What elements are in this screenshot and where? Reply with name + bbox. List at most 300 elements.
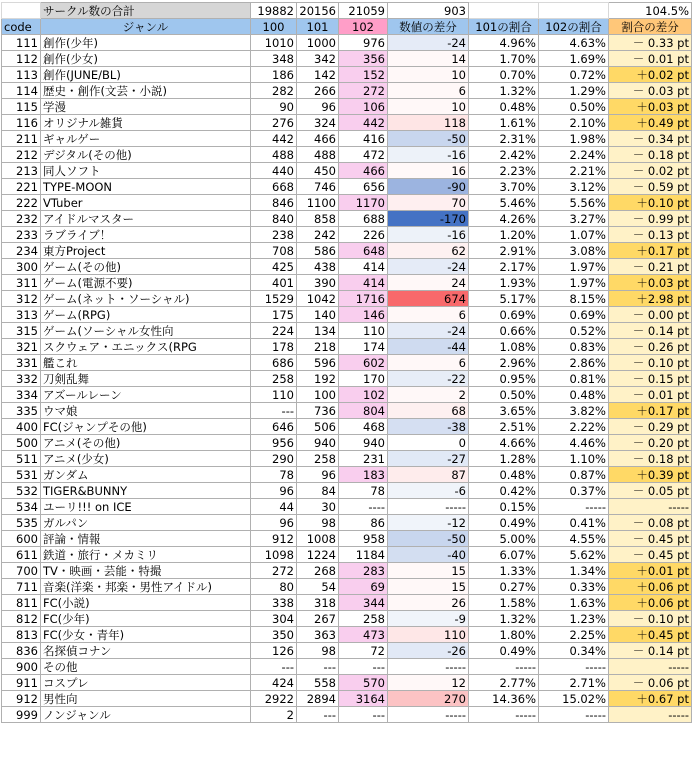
cell-value-101[interactable]: 134 bbox=[297, 323, 339, 339]
cell-ratio-diff[interactable]: － 0.45 pt bbox=[609, 531, 692, 547]
cell-value-101[interactable]: 54 bbox=[297, 579, 339, 595]
cell-ratio-101[interactable]: 0.95% bbox=[469, 371, 539, 387]
header-code[interactable]: code bbox=[2, 19, 41, 35]
cell-ratio-diff[interactable]: － 0.34 pt bbox=[609, 131, 692, 147]
cell-ratio-diff[interactable]: － 0.14 pt bbox=[609, 323, 692, 339]
cell-ratio-102[interactable]: 1.23% bbox=[539, 611, 609, 627]
cell-ratio-102[interactable]: 2.25% bbox=[539, 627, 609, 643]
cell-value-100[interactable]: 186 bbox=[251, 67, 297, 83]
cell-value-diff[interactable]: -27 bbox=[388, 451, 469, 467]
cell-value-100[interactable]: 912 bbox=[251, 531, 297, 547]
cell-ratio-diff[interactable]: － 0.26 pt bbox=[609, 339, 692, 355]
cell-ratio-102[interactable]: 0.48% bbox=[539, 387, 609, 403]
cell-value-101[interactable]: 1100 bbox=[297, 195, 339, 211]
cell-code[interactable]: 511 bbox=[2, 451, 41, 467]
cell-ratio-101[interactable]: 1.28% bbox=[469, 451, 539, 467]
cell-value-100[interactable]: 708 bbox=[251, 243, 297, 259]
cell-code[interactable]: 116 bbox=[2, 115, 41, 131]
cell-genre[interactable]: TYPE-MOON bbox=[41, 179, 251, 195]
cell-genre[interactable]: ギャルゲー bbox=[41, 131, 251, 147]
cell-ratio-101[interactable]: 1.93% bbox=[469, 275, 539, 291]
cell-value-100[interactable]: 350 bbox=[251, 627, 297, 643]
cell-value-diff[interactable]: -12 bbox=[388, 515, 469, 531]
cell-value-diff[interactable]: -26 bbox=[388, 643, 469, 659]
cell-value-100[interactable]: 238 bbox=[251, 227, 297, 243]
cell-value-diff[interactable]: 2 bbox=[388, 387, 469, 403]
cell-value-diff[interactable]: 14 bbox=[388, 51, 469, 67]
cell-ratio-diff[interactable]: － 0.13 pt bbox=[609, 227, 692, 243]
cell-value-101[interactable]: 342 bbox=[297, 51, 339, 67]
cell-ratio-101[interactable]: 1.61% bbox=[469, 115, 539, 131]
cell-ratio-diff[interactable]: ＋0.17 pt bbox=[609, 243, 692, 259]
cell-value-100[interactable]: 80 bbox=[251, 579, 297, 595]
summary-total-102[interactable]: 21059 bbox=[339, 3, 388, 19]
cell-ratio-diff[interactable]: － 0.45 pt bbox=[609, 547, 692, 563]
cell-value-101[interactable]: 466 bbox=[297, 131, 339, 147]
cell-value-101[interactable]: 98 bbox=[297, 643, 339, 659]
cell-ratio-101[interactable]: 0.49% bbox=[469, 515, 539, 531]
cell-value-100[interactable]: 401 bbox=[251, 275, 297, 291]
header-ratio-diff[interactable]: 割合の差分 bbox=[609, 19, 692, 35]
cell-code[interactable]: 332 bbox=[2, 371, 41, 387]
cell-ratio-diff[interactable]: ＋0.67 pt bbox=[609, 691, 692, 707]
cell-ratio-diff[interactable]: ＋0.02 pt bbox=[609, 67, 692, 83]
cell-ratio-diff[interactable]: － 0.10 pt bbox=[609, 611, 692, 627]
cell-value-100[interactable]: 126 bbox=[251, 643, 297, 659]
cell-value-100[interactable]: 290 bbox=[251, 451, 297, 467]
cell-ratio-diff[interactable]: － 0.06 pt bbox=[609, 675, 692, 691]
cell-ratio-diff[interactable]: ＋0.45 pt bbox=[609, 627, 692, 643]
cell-genre[interactable]: 評論・情報 bbox=[41, 531, 251, 547]
cell-value-101[interactable]: 30 bbox=[297, 499, 339, 515]
cell-genre[interactable]: TV・映画・芸能・特撮 bbox=[41, 563, 251, 579]
cell-ratio-102[interactable]: 1.10% bbox=[539, 451, 609, 467]
cell-ratio-102[interactable]: 0.34% bbox=[539, 643, 609, 659]
cell-ratio-101[interactable]: 0.48% bbox=[469, 99, 539, 115]
cell-value-101[interactable]: --- bbox=[297, 707, 339, 723]
cell-ratio-diff[interactable]: － 0.00 pt bbox=[609, 307, 692, 323]
cell-ratio-101[interactable]: ----- bbox=[469, 659, 539, 675]
cell-value-diff[interactable]: 110 bbox=[388, 627, 469, 643]
cell-genre[interactable]: 同人ソフト bbox=[41, 163, 251, 179]
cell-ratio-102[interactable]: 4.46% bbox=[539, 435, 609, 451]
cell-value-102[interactable]: 72 bbox=[339, 643, 388, 659]
cell-ratio-diff[interactable]: － 0.99 pt bbox=[609, 211, 692, 227]
cell-value-102[interactable]: --- bbox=[339, 659, 388, 675]
cell-ratio-diff[interactable]: ＋0.17 pt bbox=[609, 403, 692, 419]
cell-genre[interactable]: ユーリ!!! on ICE bbox=[41, 499, 251, 515]
cell-value-diff[interactable]: 24 bbox=[388, 275, 469, 291]
cell-value-diff[interactable]: 118 bbox=[388, 115, 469, 131]
cell-code[interactable]: 600 bbox=[2, 531, 41, 547]
cell-genre[interactable]: ゲーム(ソーシャル女性向 bbox=[41, 323, 251, 339]
cell-ratio-102[interactable]: 2.86% bbox=[539, 355, 609, 371]
cell-value-100[interactable]: 110 bbox=[251, 387, 297, 403]
cell-ratio-102[interactable]: 2.71% bbox=[539, 675, 609, 691]
cell-value-100[interactable]: 840 bbox=[251, 211, 297, 227]
cell-value-101[interactable]: 96 bbox=[297, 467, 339, 483]
cell-value-102[interactable]: 570 bbox=[339, 675, 388, 691]
cell-code[interactable]: 400 bbox=[2, 419, 41, 435]
cell-code[interactable]: 912 bbox=[2, 691, 41, 707]
cell-value-100[interactable]: 686 bbox=[251, 355, 297, 371]
cell-value-diff[interactable]: 26 bbox=[388, 595, 469, 611]
cell-genre[interactable]: コスプレ bbox=[41, 675, 251, 691]
cell-value-diff[interactable]: -16 bbox=[388, 147, 469, 163]
cell-value-diff[interactable]: 270 bbox=[388, 691, 469, 707]
cell-ratio-102[interactable]: 3.12% bbox=[539, 179, 609, 195]
cell-value-diff[interactable]: -24 bbox=[388, 323, 469, 339]
cell-genre[interactable]: 東方Project bbox=[41, 243, 251, 259]
cell-genre[interactable]: スクウェア・エニックス(RPG bbox=[41, 339, 251, 355]
cell-value-diff[interactable]: -24 bbox=[388, 35, 469, 51]
cell-genre[interactable]: ゲーム(その他) bbox=[41, 259, 251, 275]
cell-value-100[interactable]: 956 bbox=[251, 435, 297, 451]
cell-code[interactable]: 811 bbox=[2, 595, 41, 611]
cell-value-102[interactable]: 258 bbox=[339, 611, 388, 627]
summary-label[interactable]: サークル数の合計 bbox=[41, 3, 251, 19]
cell-ratio-diff[interactable]: ＋0.06 pt bbox=[609, 579, 692, 595]
cell-ratio-diff[interactable]: － 0.01 pt bbox=[609, 51, 692, 67]
cell-ratio-diff[interactable]: ＋0.03 pt bbox=[609, 99, 692, 115]
cell-value-102[interactable]: 442 bbox=[339, 115, 388, 131]
cell-value-102[interactable]: 231 bbox=[339, 451, 388, 467]
cell-value-100[interactable]: 258 bbox=[251, 371, 297, 387]
cell-value-102[interactable]: 283 bbox=[339, 563, 388, 579]
cell-genre[interactable]: ゲーム(ネット・ソーシャル) bbox=[41, 291, 251, 307]
cell-ratio-diff[interactable]: ＋0.39 pt bbox=[609, 467, 692, 483]
cell-value-101[interactable]: 390 bbox=[297, 275, 339, 291]
cell-value-diff[interactable]: 674 bbox=[388, 291, 469, 307]
cell-ratio-101[interactable]: 4.66% bbox=[469, 435, 539, 451]
cell-code[interactable]: 999 bbox=[2, 707, 41, 723]
cell-value-101[interactable]: --- bbox=[297, 659, 339, 675]
cell-value-101[interactable]: 96 bbox=[297, 99, 339, 115]
cell-value-diff[interactable]: -16 bbox=[388, 227, 469, 243]
cell-code[interactable]: 211 bbox=[2, 131, 41, 147]
cell-value-101[interactable]: 318 bbox=[297, 595, 339, 611]
cell-ratio-101[interactable]: 6.07% bbox=[469, 547, 539, 563]
cell-ratio-101[interactable]: 0.27% bbox=[469, 579, 539, 595]
cell-code[interactable]: 233 bbox=[2, 227, 41, 243]
cell-ratio-102[interactable]: 0.41% bbox=[539, 515, 609, 531]
cell-value-100[interactable]: 96 bbox=[251, 483, 297, 499]
cell-value-102[interactable]: 1184 bbox=[339, 547, 388, 563]
cell-ratio-diff[interactable]: － 0.18 pt bbox=[609, 451, 692, 467]
cell-value-101[interactable]: 84 bbox=[297, 483, 339, 499]
cell-ratio-102[interactable]: 15.02% bbox=[539, 691, 609, 707]
cell-code[interactable]: 113 bbox=[2, 67, 41, 83]
cell-genre[interactable]: 学漫 bbox=[41, 99, 251, 115]
cell-ratio-102[interactable]: 3.08% bbox=[539, 243, 609, 259]
cell-value-101[interactable]: 488 bbox=[297, 147, 339, 163]
cell-value-diff[interactable]: 16 bbox=[388, 163, 469, 179]
cell-ratio-101[interactable]: 5.17% bbox=[469, 291, 539, 307]
cell-value-diff[interactable]: 6 bbox=[388, 355, 469, 371]
cell-ratio-101[interactable]: 5.00% bbox=[469, 531, 539, 547]
summary-ratio[interactable]: 104.5% bbox=[609, 3, 692, 19]
header-diff[interactable]: 数値の差分 bbox=[388, 19, 469, 35]
cell-code[interactable]: 311 bbox=[2, 275, 41, 291]
cell-code[interactable]: 700 bbox=[2, 563, 41, 579]
cell-value-102[interactable]: 472 bbox=[339, 147, 388, 163]
cell-value-100[interactable]: 348 bbox=[251, 51, 297, 67]
cell-value-101[interactable]: 1008 bbox=[297, 531, 339, 547]
cell-value-102[interactable]: 146 bbox=[339, 307, 388, 323]
summary-diff[interactable]: 903 bbox=[388, 3, 469, 19]
cell-ratio-diff[interactable]: ＋0.06 pt bbox=[609, 595, 692, 611]
cell-ratio-diff[interactable]: － 0.05 pt bbox=[609, 483, 692, 499]
cell-ratio-101[interactable]: 1.58% bbox=[469, 595, 539, 611]
cell-genre[interactable]: アズールレーン bbox=[41, 387, 251, 403]
cell-ratio-101[interactable]: 0.42% bbox=[469, 483, 539, 499]
cell-value-101[interactable]: 586 bbox=[297, 243, 339, 259]
cell-ratio-101[interactable]: 0.66% bbox=[469, 323, 539, 339]
cell-code[interactable]: 213 bbox=[2, 163, 41, 179]
cell-ratio-102[interactable]: 8.15% bbox=[539, 291, 609, 307]
cell-ratio-102[interactable]: 0.52% bbox=[539, 323, 609, 339]
cell-code[interactable]: 611 bbox=[2, 547, 41, 563]
cell-value-101[interactable]: 268 bbox=[297, 563, 339, 579]
cell-ratio-102[interactable]: 0.87% bbox=[539, 467, 609, 483]
cell-value-100[interactable]: 488 bbox=[251, 147, 297, 163]
cell-value-100[interactable]: 1010 bbox=[251, 35, 297, 51]
summary-total-101[interactable]: 20156 bbox=[297, 3, 339, 19]
cell-value-100[interactable]: 2922 bbox=[251, 691, 297, 707]
cell-ratio-diff[interactable]: ＋0.49 pt bbox=[609, 115, 692, 131]
cell-ratio-102[interactable]: 1.69% bbox=[539, 51, 609, 67]
cell-value-diff[interactable]: -50 bbox=[388, 131, 469, 147]
cell-value-102[interactable]: 958 bbox=[339, 531, 388, 547]
cell-value-102[interactable]: 414 bbox=[339, 275, 388, 291]
cell-value-diff[interactable]: ----- bbox=[388, 659, 469, 675]
cell-ratio-101[interactable]: 0.15% bbox=[469, 499, 539, 515]
cell-genre[interactable]: デジタル(その他) bbox=[41, 147, 251, 163]
cell-value-102[interactable]: 356 bbox=[339, 51, 388, 67]
cell-value-diff[interactable]: -40 bbox=[388, 547, 469, 563]
cell-value-100[interactable]: 424 bbox=[251, 675, 297, 691]
cell-value-100[interactable]: 442 bbox=[251, 131, 297, 147]
cell-ratio-102[interactable]: ----- bbox=[539, 707, 609, 723]
cell-value-diff[interactable]: 12 bbox=[388, 675, 469, 691]
cell-genre[interactable]: アニメ(その他) bbox=[41, 435, 251, 451]
cell-genre[interactable]: ウマ娘 bbox=[41, 403, 251, 419]
cell-genre[interactable]: 刀剣乱舞 bbox=[41, 371, 251, 387]
cell-value-102[interactable]: 110 bbox=[339, 323, 388, 339]
cell-code[interactable]: 900 bbox=[2, 659, 41, 675]
cell-code[interactable]: 115 bbox=[2, 99, 41, 115]
cell-value-101[interactable]: 736 bbox=[297, 403, 339, 419]
cell-value-100[interactable]: 276 bbox=[251, 115, 297, 131]
cell-ratio-101[interactable]: ----- bbox=[469, 707, 539, 723]
cell-ratio-101[interactable]: 1.32% bbox=[469, 611, 539, 627]
cell-ratio-101[interactable]: 14.36% bbox=[469, 691, 539, 707]
cell-value-diff[interactable]: 70 bbox=[388, 195, 469, 211]
cell-ratio-102[interactable]: ----- bbox=[539, 499, 609, 515]
cell-value-diff[interactable]: -44 bbox=[388, 339, 469, 355]
cell-value-100[interactable]: 2 bbox=[251, 707, 297, 723]
cell-genre[interactable]: 艦これ bbox=[41, 355, 251, 371]
cell-genre[interactable]: 音楽(洋楽・邦楽・男性アイドル) bbox=[41, 579, 251, 595]
cell-value-diff[interactable]: -38 bbox=[388, 419, 469, 435]
cell-ratio-diff[interactable]: － 0.03 pt bbox=[609, 83, 692, 99]
cell-ratio-diff[interactable]: － 0.33 pt bbox=[609, 35, 692, 51]
summary-blank-cell[interactable] bbox=[469, 3, 539, 19]
cell-value-100[interactable]: 224 bbox=[251, 323, 297, 339]
cell-value-diff[interactable]: 15 bbox=[388, 563, 469, 579]
cell-ratio-102[interactable]: 2.21% bbox=[539, 163, 609, 179]
cell-ratio-101[interactable]: 2.42% bbox=[469, 147, 539, 163]
cell-ratio-102[interactable]: 0.50% bbox=[539, 99, 609, 115]
cell-ratio-101[interactable]: 2.96% bbox=[469, 355, 539, 371]
cell-value-101[interactable]: 242 bbox=[297, 227, 339, 243]
cell-value-102[interactable]: 602 bbox=[339, 355, 388, 371]
cell-code[interactable]: 221 bbox=[2, 179, 41, 195]
cell-value-100[interactable]: 425 bbox=[251, 259, 297, 275]
cell-value-diff[interactable]: -90 bbox=[388, 179, 469, 195]
cell-value-102[interactable]: 688 bbox=[339, 211, 388, 227]
cell-ratio-102[interactable]: 0.33% bbox=[539, 579, 609, 595]
cell-value-101[interactable]: 450 bbox=[297, 163, 339, 179]
cell-ratio-102[interactable]: ----- bbox=[539, 659, 609, 675]
cell-value-100[interactable]: 440 bbox=[251, 163, 297, 179]
cell-code[interactable]: 222 bbox=[2, 195, 41, 211]
cell-ratio-diff[interactable]: － 0.02 pt bbox=[609, 163, 692, 179]
cell-value-102[interactable]: 976 bbox=[339, 35, 388, 51]
header-ratio-102[interactable]: 102の割合 bbox=[539, 19, 609, 35]
cell-ratio-diff[interactable]: ----- bbox=[609, 499, 692, 515]
cell-genre[interactable]: 創作(JUNE/BL) bbox=[41, 67, 251, 83]
cell-value-101[interactable]: 363 bbox=[297, 627, 339, 643]
cell-code[interactable]: 315 bbox=[2, 323, 41, 339]
cell-code[interactable]: 334 bbox=[2, 387, 41, 403]
cell-genre[interactable]: FC(ジャンプその他) bbox=[41, 419, 251, 435]
cell-value-101[interactable]: 558 bbox=[297, 675, 339, 691]
cell-value-100[interactable]: 846 bbox=[251, 195, 297, 211]
cell-value-102[interactable]: 226 bbox=[339, 227, 388, 243]
cell-value-101[interactable]: 858 bbox=[297, 211, 339, 227]
cell-ratio-102[interactable]: 1.34% bbox=[539, 563, 609, 579]
cell-ratio-101[interactable]: 1.80% bbox=[469, 627, 539, 643]
cell-code[interactable]: 532 bbox=[2, 483, 41, 499]
cell-ratio-101[interactable]: 0.70% bbox=[469, 67, 539, 83]
cell-genre[interactable]: 鉄道・旅行・メカミリ bbox=[41, 547, 251, 563]
cell-genre[interactable]: ノンジャンル bbox=[41, 707, 251, 723]
cell-code[interactable]: 911 bbox=[2, 675, 41, 691]
cell-genre[interactable]: 男性向 bbox=[41, 691, 251, 707]
cell-value-102[interactable]: 272 bbox=[339, 83, 388, 99]
cell-genre[interactable]: オリジナル雑貨 bbox=[41, 115, 251, 131]
cell-ratio-101[interactable]: 0.48% bbox=[469, 467, 539, 483]
cell-value-100[interactable]: 96 bbox=[251, 515, 297, 531]
cell-value-101[interactable]: 2894 bbox=[297, 691, 339, 707]
cell-genre[interactable]: ガルパン bbox=[41, 515, 251, 531]
cell-value-diff[interactable]: 10 bbox=[388, 67, 469, 83]
cell-code[interactable]: 331 bbox=[2, 355, 41, 371]
cell-value-100[interactable]: 90 bbox=[251, 99, 297, 115]
cell-value-101[interactable]: 746 bbox=[297, 179, 339, 195]
cell-genre[interactable]: 創作(少女) bbox=[41, 51, 251, 67]
cell-ratio-102[interactable]: 2.22% bbox=[539, 419, 609, 435]
cell-value-102[interactable]: 473 bbox=[339, 627, 388, 643]
cell-ratio-diff[interactable]: ＋0.10 pt bbox=[609, 195, 692, 211]
cell-ratio-101[interactable]: 2.31% bbox=[469, 131, 539, 147]
cell-genre[interactable]: ガンダム bbox=[41, 467, 251, 483]
cell-value-102[interactable]: 468 bbox=[339, 419, 388, 435]
cell-ratio-diff[interactable]: － 0.18 pt bbox=[609, 147, 692, 163]
cell-value-101[interactable]: 142 bbox=[297, 67, 339, 83]
cell-value-101[interactable]: 140 bbox=[297, 307, 339, 323]
cell-ratio-101[interactable]: 0.49% bbox=[469, 643, 539, 659]
cell-code[interactable]: 312 bbox=[2, 291, 41, 307]
cell-value-101[interactable]: 218 bbox=[297, 339, 339, 355]
cell-ratio-101[interactable]: 1.70% bbox=[469, 51, 539, 67]
cell-value-102[interactable]: 344 bbox=[339, 595, 388, 611]
cell-value-diff[interactable]: -50 bbox=[388, 531, 469, 547]
cell-value-diff[interactable]: 68 bbox=[388, 403, 469, 419]
cell-genre[interactable]: ゲーム(RPG) bbox=[41, 307, 251, 323]
cell-value-101[interactable]: 98 bbox=[297, 515, 339, 531]
cell-value-102[interactable]: 183 bbox=[339, 467, 388, 483]
cell-ratio-101[interactable]: 2.51% bbox=[469, 419, 539, 435]
cell-ratio-101[interactable]: 1.32% bbox=[469, 83, 539, 99]
cell-ratio-102[interactable]: 4.63% bbox=[539, 35, 609, 51]
cell-ratio-101[interactable]: 2.23% bbox=[469, 163, 539, 179]
cell-ratio-102[interactable]: 1.63% bbox=[539, 595, 609, 611]
cell-ratio-102[interactable]: 1.97% bbox=[539, 275, 609, 291]
header-100[interactable]: 100 bbox=[251, 19, 297, 35]
cell-value-102[interactable]: 416 bbox=[339, 131, 388, 147]
cell-code[interactable]: 535 bbox=[2, 515, 41, 531]
cell-ratio-101[interactable]: 0.50% bbox=[469, 387, 539, 403]
cell-value-diff[interactable]: 0 bbox=[388, 435, 469, 451]
cell-code[interactable]: 232 bbox=[2, 211, 41, 227]
cell-genre[interactable]: その他 bbox=[41, 659, 251, 675]
cell-value-100[interactable]: 175 bbox=[251, 307, 297, 323]
summary-total-100[interactable]: 19882 bbox=[251, 3, 297, 19]
cell-value-101[interactable]: 596 bbox=[297, 355, 339, 371]
cell-value-101[interactable]: 192 bbox=[297, 371, 339, 387]
cell-value-102[interactable]: 174 bbox=[339, 339, 388, 355]
cell-value-102[interactable]: 102 bbox=[339, 387, 388, 403]
cell-value-101[interactable]: 1224 bbox=[297, 547, 339, 563]
cell-code[interactable]: 114 bbox=[2, 83, 41, 99]
cell-ratio-102[interactable]: 0.83% bbox=[539, 339, 609, 355]
cell-ratio-102[interactable]: 0.37% bbox=[539, 483, 609, 499]
cell-code[interactable]: 321 bbox=[2, 339, 41, 355]
cell-code[interactable]: 813 bbox=[2, 627, 41, 643]
cell-value-102[interactable]: 1716 bbox=[339, 291, 388, 307]
cell-ratio-101[interactable]: 2.77% bbox=[469, 675, 539, 691]
cell-ratio-diff[interactable]: － 0.29 pt bbox=[609, 419, 692, 435]
cell-ratio-101[interactable]: 2.91% bbox=[469, 243, 539, 259]
cell-value-102[interactable]: 1170 bbox=[339, 195, 388, 211]
cell-ratio-102[interactable]: 5.56% bbox=[539, 195, 609, 211]
cell-value-102[interactable]: --- bbox=[339, 707, 388, 723]
cell-code[interactable]: 313 bbox=[2, 307, 41, 323]
cell-ratio-101[interactable]: 3.70% bbox=[469, 179, 539, 195]
cell-value-101[interactable]: 940 bbox=[297, 435, 339, 451]
cell-value-diff[interactable]: 6 bbox=[388, 307, 469, 323]
cell-ratio-101[interactable]: 1.08% bbox=[469, 339, 539, 355]
cell-value-diff[interactable]: 15 bbox=[388, 579, 469, 595]
cell-value-diff[interactable]: 87 bbox=[388, 467, 469, 483]
cell-value-100[interactable]: 646 bbox=[251, 419, 297, 435]
cell-value-diff[interactable]: 62 bbox=[388, 243, 469, 259]
cell-value-diff[interactable]: -9 bbox=[388, 611, 469, 627]
cell-ratio-101[interactable]: 4.26% bbox=[469, 211, 539, 227]
cell-ratio-diff[interactable]: ＋0.01 pt bbox=[609, 563, 692, 579]
